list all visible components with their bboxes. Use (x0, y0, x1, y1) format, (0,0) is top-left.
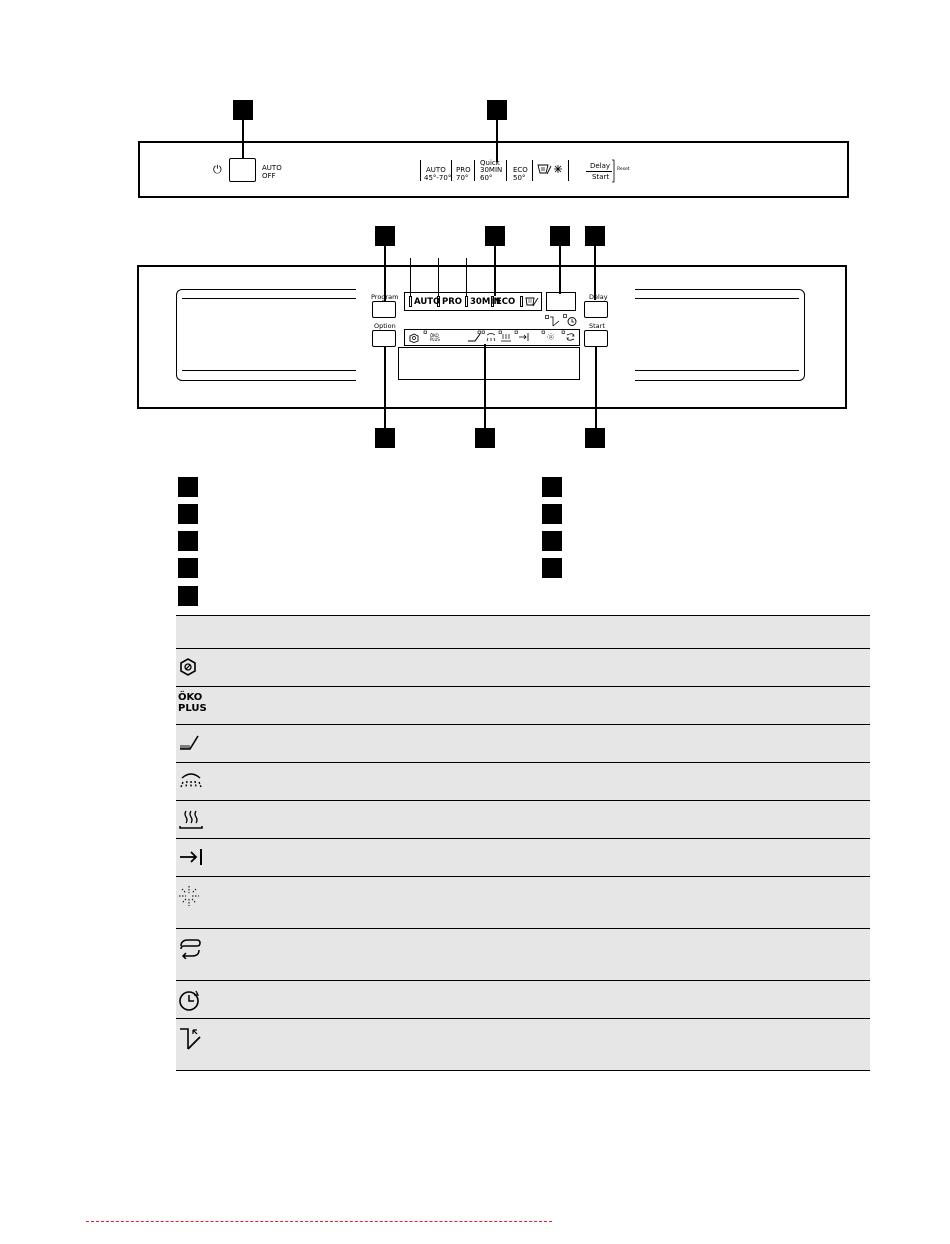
legend-key-1 (178, 477, 198, 497)
table-row (176, 877, 870, 929)
led-eco (491, 296, 494, 307)
table-row (176, 801, 870, 839)
machine-care-icon (525, 296, 539, 307)
wash-phase-icon (178, 733, 202, 753)
multitab-icon (178, 657, 198, 677)
top-separator (474, 160, 475, 181)
top-separator (420, 160, 421, 181)
callout-7-leader (384, 347, 386, 429)
auto-off-line-2: OFF (262, 172, 276, 180)
table-row (176, 687, 870, 725)
legend-key-4 (178, 558, 198, 578)
oko-plus-small-line-1: ÖKO (430, 333, 439, 338)
rinse-aid-icon (178, 885, 200, 907)
led-label-auto: AUTO (414, 297, 441, 307)
start-button-label: Start (589, 322, 605, 330)
callout-8 (475, 428, 495, 448)
table-row (176, 1019, 870, 1071)
oko-plus-small-line-2: PLUS (430, 337, 440, 342)
led-machine-care (520, 296, 523, 307)
start-button[interactable] (584, 330, 608, 347)
multitab-small-icon (409, 333, 419, 343)
top-separator (532, 160, 533, 181)
option-button-label: Option (374, 322, 396, 330)
table-row (176, 929, 870, 981)
top-separator (568, 160, 569, 181)
option-button[interactable] (372, 330, 396, 347)
top-program-pro: PRO (456, 166, 471, 174)
machine-care-icon (537, 163, 563, 175)
top-program-eco-temp: 50° (513, 174, 526, 182)
top-program-eco: ECO (513, 166, 528, 174)
option-phase-icons (423, 330, 579, 345)
top-program-quick-line-2: 30MIN (480, 166, 503, 174)
callout-6 (585, 226, 605, 246)
legend-key-2 (178, 504, 198, 524)
callout-2 (487, 100, 507, 120)
legend-key-3 (178, 531, 198, 551)
legend-key-7 (542, 504, 562, 524)
rinse-phase-icon (178, 771, 204, 791)
callout-8-leader (484, 344, 486, 429)
left-rail-inner (182, 298, 356, 371)
program-display-window (546, 292, 576, 311)
lower-display-window (398, 347, 580, 380)
delay-timer-icon (178, 989, 202, 1011)
led-label-30min: 30MIN (470, 297, 501, 307)
door-open-small-icon (545, 315, 561, 327)
top-delay-label: Delay (590, 162, 611, 170)
led-30min (465, 296, 468, 307)
oko-plus-line-1: ÖKO (178, 692, 203, 703)
callout-9-leader (595, 347, 597, 429)
top-program-pro-temp: 70° (456, 174, 469, 182)
legend-key-8 (542, 531, 562, 551)
door-open-icon (178, 1027, 204, 1051)
top-reset-label: Reset (617, 167, 630, 172)
program-button[interactable] (372, 301, 396, 318)
callout-3 (375, 226, 395, 246)
table-row (176, 725, 870, 763)
oko-plus-line-2: PLUS (178, 703, 207, 714)
top-separator (451, 160, 452, 181)
delay-timer-small-icon (563, 314, 577, 327)
table-row (176, 616, 870, 649)
legend-key-6 (542, 477, 562, 497)
top-program-auto: AUTO (426, 166, 446, 174)
legend-key-9 (542, 558, 562, 578)
dry-phase-icon (178, 809, 204, 831)
led-label-eco: ECO (496, 297, 516, 307)
delay-button-label: Delay (589, 293, 608, 301)
led-auto (409, 296, 412, 307)
callout-9 (585, 428, 605, 448)
top-program-quick-line-1: Quick (480, 159, 500, 167)
delay-button[interactable] (584, 301, 608, 318)
led-pro (437, 296, 440, 307)
top-program-quick-temp: 60° (480, 174, 493, 182)
callout-5 (550, 226, 570, 246)
callout-4 (485, 226, 505, 246)
table-row (176, 981, 870, 1019)
power-icon: ⏻ (213, 163, 222, 176)
top-program-auto-temp: 45°-70° (424, 174, 452, 182)
right-rail-inner (635, 298, 799, 371)
regenerate-icon (178, 937, 202, 959)
accent-rule (86, 1221, 552, 1222)
on-off-button[interactable] (229, 158, 256, 182)
table-row (176, 839, 870, 877)
led-label-pro: PRO (442, 297, 463, 307)
callout-7 (375, 428, 395, 448)
end-arrow-icon (178, 847, 206, 867)
callout-1 (233, 100, 253, 120)
top-separator (506, 160, 507, 181)
delay-start-divider (586, 171, 612, 172)
table-row (176, 649, 870, 687)
top-start-label: Start (592, 173, 610, 181)
legend-key-5 (178, 586, 198, 606)
table-row (176, 763, 870, 801)
program-button-label: Program (371, 293, 399, 301)
auto-off-line-1: AUTO (262, 164, 282, 172)
symbol-table (176, 615, 870, 1071)
